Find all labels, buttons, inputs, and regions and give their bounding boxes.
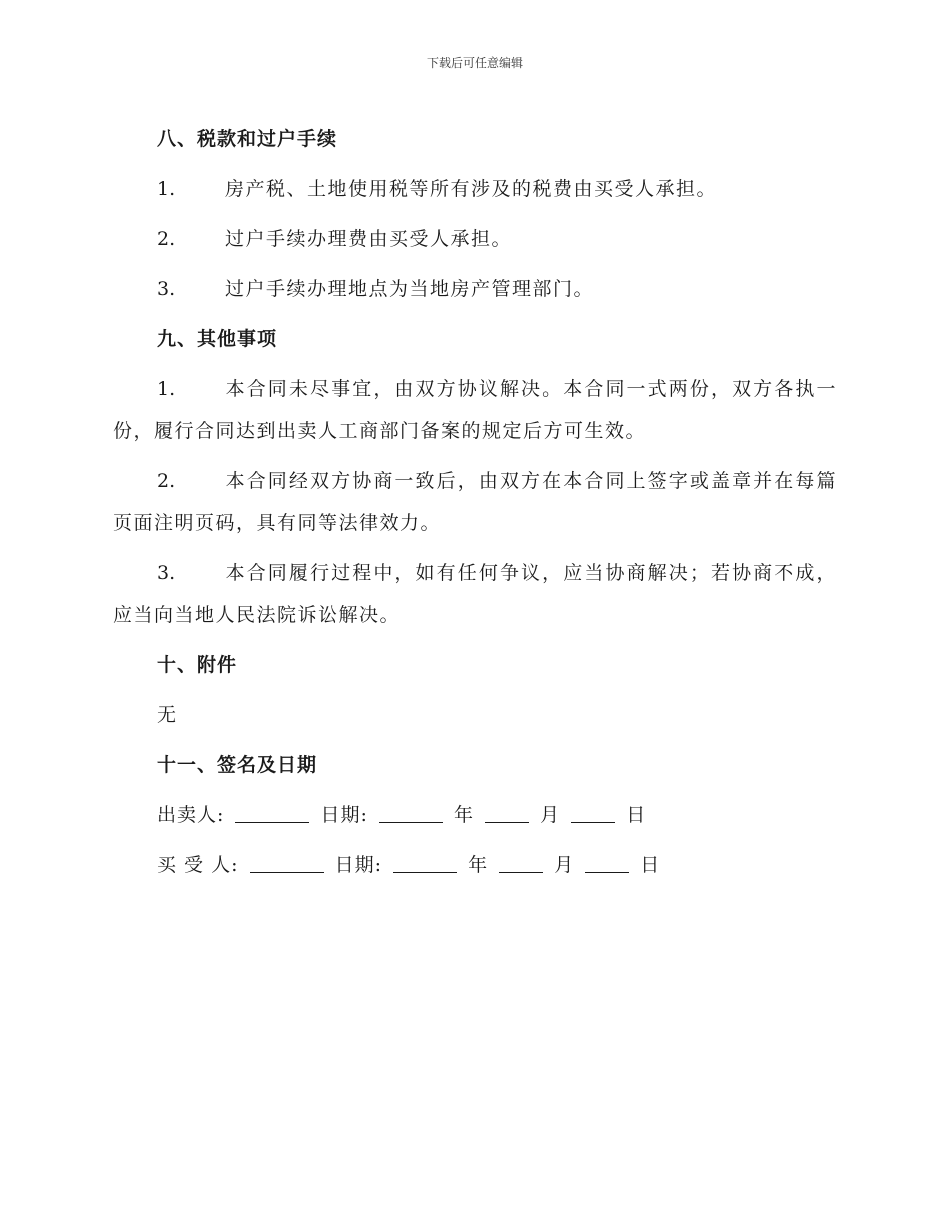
buyer-day-label: 日 [640, 854, 661, 876]
seller-signature-row [113, 794, 837, 836]
section-9-item-2 [113, 460, 837, 544]
seller-year-label: 年 [454, 804, 475, 826]
seller-date-label: 日期: [320, 804, 368, 826]
document-body [113, 110, 837, 894]
buyer-month-label: 月 [554, 854, 575, 876]
section-10-content: 无 [157, 704, 177, 726]
section-8-item-2 [113, 218, 837, 260]
section-9-title: 九、其他事项 [157, 328, 278, 350]
item-number: 2. [157, 228, 176, 250]
buyer-year-blank[interactable] [393, 854, 457, 873]
item-text: 本合同履行过程中，如有任何争议，应当协商解决；若协商不成，应当向当地人民法院诉讼解决。 [113, 562, 837, 626]
buyer-year-label: 年 [468, 854, 489, 876]
buyer-date-label: 日期: [334, 854, 382, 876]
buyer-name-blank[interactable] [250, 854, 324, 873]
item-number: 1. [157, 178, 176, 200]
item-text: 过户手续办理费由买受人承担。 [225, 228, 513, 250]
section-8-title: 八、税款和过户手续 [157, 128, 338, 150]
item-number: 2. [157, 470, 176, 492]
seller-name-blank[interactable] [235, 804, 309, 823]
buyer-signature-row [113, 844, 837, 886]
page-header-note: 下载后可任意编辑 [426, 56, 523, 70]
item-text: 本合同经双方协商一致后，由双方在本合同上签字或盖章并在每篇页面注明页码，具有同等法律效力。 [113, 470, 837, 534]
buyer-month-blank[interactable] [499, 854, 543, 873]
item-number: 3. [157, 278, 176, 300]
buyer-day-blank[interactable] [585, 854, 629, 873]
section-11-title: 十一、签名及日期 [157, 754, 318, 776]
item-number: 1. [157, 378, 176, 400]
seller-year-blank[interactable] [379, 804, 443, 823]
section-8-item-3 [113, 268, 837, 310]
seller-label: 出卖人: [157, 804, 225, 826]
section-10-title: 十、附件 [157, 654, 238, 676]
section-9-item-3 [113, 552, 837, 636]
seller-month-label: 月 [540, 804, 561, 826]
buyer-label: 买 受 人: [157, 854, 239, 876]
seller-day-blank[interactable] [571, 804, 615, 823]
section-9-item-1 [113, 368, 837, 452]
seller-month-blank[interactable] [485, 804, 529, 823]
item-text: 房产税、土地使用税等所有涉及的税费由买受人承担。 [225, 178, 718, 200]
seller-day-label: 日 [626, 804, 647, 826]
section-8-item-1 [113, 168, 837, 210]
item-number: 3. [157, 562, 176, 584]
item-text: 本合同未尽事宜，由双方协议解决。本合同一式两份，双方各执一份，履行合同达到出卖人工商部门备案的规定后方可生效。 [113, 378, 837, 442]
item-text: 过户手续办理地点为当地房产管理部门。 [225, 278, 595, 300]
